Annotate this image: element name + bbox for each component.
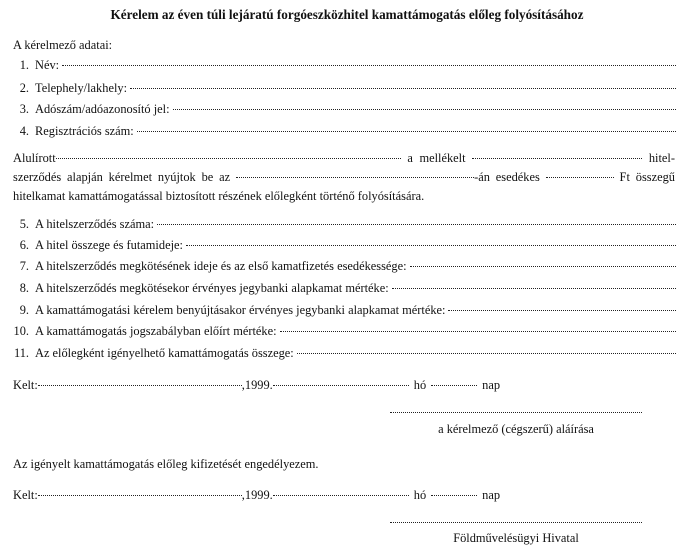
paragraph-text: -án esedékes — [474, 170, 540, 184]
base-rate-request-input-line[interactable] — [448, 310, 676, 311]
field-loan-amount-row[interactable] — [13, 238, 676, 253]
field-label: Név: — [35, 58, 60, 72]
office-signature-line[interactable] — [390, 522, 642, 523]
contract-date-input-line[interactable] — [410, 266, 676, 267]
field-label: A hitelszerződés megkötésének ideje és az első kamatfizetés esedékessége: — [35, 259, 407, 273]
field-subsidy-rate-row[interactable] — [13, 324, 676, 339]
kelt-label: Kelt: — [13, 488, 38, 502]
approval-text: Az igényelt kamattámogatás előleg kifizetését engedélyezem. — [13, 457, 319, 471]
field-label: A hitelszerződés száma: — [35, 217, 155, 231]
loan-amount-input-line[interactable] — [186, 245, 676, 246]
day-blank[interactable] — [431, 495, 477, 496]
address-input-line[interactable] — [130, 88, 676, 89]
field-number: 10. — [13, 324, 29, 338]
field-label: A kamattámogatási kérelem benyújtásakor érvényes jegybanki alapkamat mértéke: — [35, 303, 446, 317]
contract-number-input-line[interactable] — [157, 224, 676, 225]
due-date-blank[interactable] — [236, 177, 474, 178]
base-rate-contract-input-line[interactable] — [392, 288, 676, 289]
place-blank[interactable] — [38, 495, 242, 496]
field-address-row[interactable] — [13, 81, 676, 96]
paragraph-text: a mellékelt — [407, 151, 466, 165]
applicant-signature-caption: a kérelmező (cégszerű) aláírása — [438, 422, 594, 436]
day-label: nap — [482, 488, 501, 502]
field-number: 8. — [19, 281, 29, 295]
field-label: Az előlegként igényelhető kamattámogatás összege: — [35, 346, 294, 360]
month-label: hó — [413, 378, 427, 392]
applicant-header: A kérelmező adatai: — [13, 38, 113, 52]
paragraph-text: hitel- — [648, 151, 675, 165]
name-input-line[interactable] — [62, 65, 676, 66]
field-taxid-row[interactable] — [13, 102, 676, 117]
field-label: A kamattámogatás jogszabályban előírt mértéke: — [35, 324, 277, 338]
field-base-rate-at-request-row[interactable] — [13, 303, 676, 318]
field-number: 3. — [19, 102, 29, 116]
paragraph-text: szerződés alapján kérelmet nyújtok be az — [13, 170, 231, 184]
field-number: 4. — [19, 124, 29, 138]
month-label: hó — [413, 488, 427, 502]
field-number: 1. — [19, 58, 29, 72]
field-base-rate-at-contract-row[interactable] — [13, 281, 676, 296]
field-number: 5. — [19, 217, 29, 231]
office-caption: Földművelésügyi Hivatal — [453, 531, 579, 545]
month-blank[interactable] — [273, 495, 409, 496]
day-label: nap — [482, 378, 501, 392]
field-number: 6. — [19, 238, 29, 252]
field-number: 7. — [19, 259, 29, 273]
field-number: 11. — [13, 346, 29, 360]
amount-blank[interactable] — [546, 177, 614, 178]
field-label: Adószám/adóazonosító jel: — [35, 102, 170, 116]
taxid-input-line[interactable] — [173, 109, 676, 110]
field-label: Telephely/lakhely: — [35, 81, 128, 95]
advance-amount-input-line[interactable] — [297, 353, 676, 354]
undersigned-name-blank[interactable] — [56, 158, 401, 159]
field-contract-number-row[interactable] — [13, 217, 676, 232]
field-registration-row[interactable] — [13, 124, 676, 139]
subsidy-rate-input-line[interactable] — [280, 331, 676, 332]
field-label: A hitel összege és futamideje: — [35, 238, 183, 252]
date-line-applicant — [13, 378, 500, 393]
registration-input-line[interactable] — [137, 131, 676, 132]
year-label: ,1999. — [241, 488, 273, 502]
field-contract-date-row[interactable] — [13, 259, 676, 274]
field-label: Regisztrációs szám: — [35, 124, 134, 138]
day-blank[interactable] — [431, 385, 477, 386]
date-line-office — [13, 488, 500, 503]
paragraph-text: Alulírott — [13, 151, 56, 165]
field-name-row[interactable] — [13, 58, 676, 73]
field-label: A hitelszerződés megkötésekor érvényes jegybanki alapkamat mértéke: — [35, 281, 389, 295]
request-paragraph-line-3: hitelkamat kamattámogatással biztosított részének előlegként történő folyósítására. — [13, 189, 425, 203]
field-number: 2. — [19, 81, 29, 95]
attached-blank[interactable] — [472, 158, 642, 159]
field-advance-amount-row[interactable] — [13, 346, 676, 361]
paragraph-text: Ft összegű — [619, 170, 675, 184]
kelt-label: Kelt: — [13, 378, 38, 392]
field-number: 9. — [19, 303, 29, 317]
month-blank[interactable] — [273, 385, 409, 386]
request-paragraph-line-2 — [13, 168, 675, 187]
year-label: ,1999. — [241, 378, 273, 392]
request-paragraph-line-1 — [13, 149, 675, 168]
applicant-signature-line[interactable] — [390, 412, 642, 413]
place-blank[interactable] — [38, 385, 242, 386]
form-title: Kérelem az éven túli lejáratú forgóeszközhitel kamattámogatás előleg folyósításához — [110, 7, 584, 22]
